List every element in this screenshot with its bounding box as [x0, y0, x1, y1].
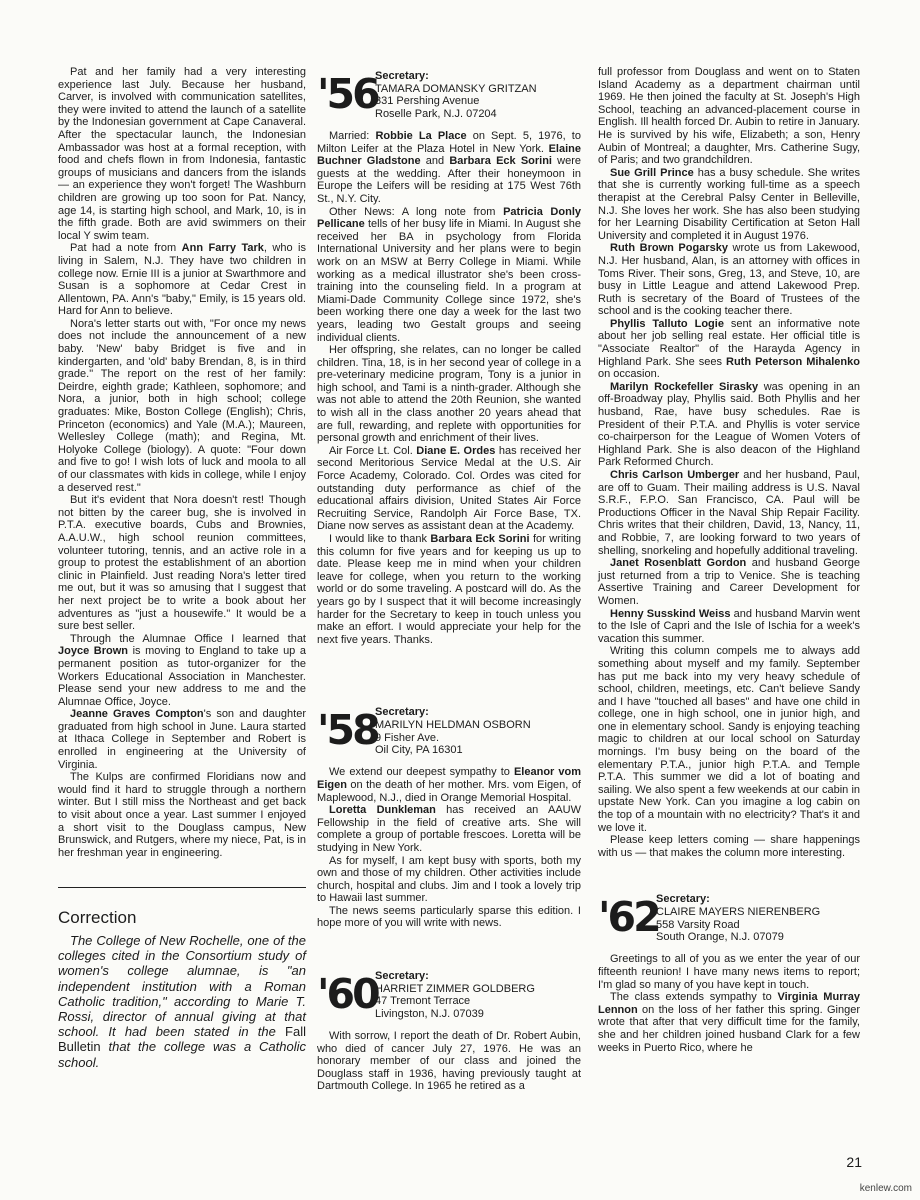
paragraph: Chris Carlson Umberger and her husband, Paul, are off to Guam. Their mailing address is U.S. Naval S.R.F., F.P.O. San Francisco, CA. Paul will be Productions Officer in the Naval Ship Repair Facility. Chris writes that their children, David, 13, Nancy, 11, and Robbie, 7, are looking forward to two years of shelling, snorkeling and hopefully additional traveling.	[598, 469, 860, 557]
secretary-name: MARILYN HELDMAN OSBORN	[375, 718, 531, 731]
paragraph: Her offspring, she relates, can no longer be called children. Tina, 18, is in her second year of college in a pre-veterinary medicine program, Tony is a junior in high school, and Tami is a ninth-grader. Although she was not able to attend the 20th Reunion, she wanted to wish all in the class another 20 years ahead that are full, rewarding, and replete with opportunities for personal growth and enrichment of their lives.	[317, 344, 581, 445]
paragraph: But it's evident that Nora doesn't rest! Though not bitten by the career bug, she is involved in P.T.A. executive boards, Cubs and Brownies, A.A.U.W., high school reunion committees, volunteer tutoring, tennis, and an active role in a group to protest the establishment of an abortion clinic in Plainfield. Just reading Nora's letter tired me out, but it was so amusing that I suggest that her next project be to write a book about her adventures as "just a housewife." It would be a sure best seller.	[58, 494, 306, 633]
column-right	[598, 66, 860, 1054]
paragraph: Greetings to all of you as we enter the year of our fifteenth reunion! I have many news items to report; I'm glad so many of you have kept in touch.	[598, 953, 860, 991]
paragraph: Ruth Brown Pogarsky wrote us from Lakewood, N.J. Her husband, Alan, is an attorney with offices in Toms River. Their sons, Greg, 13, and Steve, 10, are busy in Little League and attend Lakewood Prep. Ruth is secretary of the Board of Trustees of the school and is the cooking teacher there.	[598, 242, 860, 318]
paragraph: Nora's letter starts out with, "For once my news does not include the announcement of a new baby. 'New' baby Bridget is five and in kindergarten, and 'old' baby Brendan, 8, is in third grade." The report on the rest of her family: Deirdre, eighth grade; Kathleen, sophomore; and Nora, a junior, both in high school; college graduates: Mike, Boston College (English); Chris, Princeton (economics) and Yale (M.A.); Maureen, Wellesley College (math); and Regina, Mt. Holyoke College (biology). A quote: "Four down and five to go! I wish lots of luck and moola to all of our classmates with kids in college, while I enjoy a deserved rest."	[58, 317, 306, 494]
secretary-name: HARRIET ZIMMER GOLDBERG	[375, 982, 535, 995]
paragraph: Pat and her family had a very interesting experience last July. Because her husband, Carver, is involved with communication satellites, they were invited to attend the launch of a satellite by the Indonesian government at Cape Canaveral. After the spectacular launch, the Indonesian Ambassador was host at a formal reception, with food and chefs flown in from Indonesia, fantastic groups of musicians and dancers from the islands — an experience they won't forget! The Washburn children are growing up too soon for Pat. Nancy, age 14, is starting high school, and Mark, 10, is in the fifth grade. Both are avid swimmers on their local Y swim team.	[58, 66, 306, 242]
correction-title: Correction	[58, 908, 137, 928]
person-name: Ann Farry Tark	[181, 242, 264, 255]
paragraph: Please keep letters coming — share happenings with us — that makes the column more interesting.	[598, 834, 860, 859]
class-year: '60	[317, 970, 378, 1019]
secretary-name: TAMARA DOMANSKY GRITZAN	[375, 82, 537, 95]
secretary-info: Secretary: CLAIRE MAYERS NIERENBERG 558 Varsity Road South Orange, N.J. 07079	[656, 893, 821, 944]
secretary-info: Secretary: TAMARA DOMANSKY GRITZAN 331 Pershing Avenue Roselle Park, N.J. 07204	[375, 70, 537, 120]
paragraph: The Kulps are confirmed Floridians now and would find it hard to struggle through a northern winter. But I still miss the Northeast and get back to visit about once a year. Last summer I enjoyed a short visit to the Douglass campus, New Brunswick, and Rutgers, where my niece, Pat, is in her freshman year in engineering.	[58, 771, 306, 859]
column-left	[58, 66, 306, 1070]
class-year: '58	[317, 706, 378, 755]
class-header-56	[317, 70, 581, 128]
person-name: Jeanne Graves Compton	[70, 708, 204, 721]
paragraph: Married: Robbie La Place on Sept. 5, 1976, to Milton Leifer at the Plaza Hotel in New York. Elaine Buchner Gladstone and Barbara Eck Sorini were guests at the wedding. After their honeymoon in Europe the Leifers will be residing at 175 West 76th St., N.Y. City.	[317, 130, 582, 205]
secretary-info: Secretary: MARILYN HELDMAN OSBORN 9 Fisher Ave. Oil City, PA 16301	[375, 706, 531, 757]
paragraph: The class extends sympathy to Virginia Murray Lennon on the loss of her father this spring. Ginger wrote that after that very difficult time for the family, she and her children joined husband Clark for a few weeks in Puerto Rico, where he	[598, 991, 860, 1054]
paragraph: Other News: A long note from Patricia Donly Pellicane tells of her busy life in Miami. In August she received her BA in psychology from Florida International University and her plans were to begin work on an MSW at Berry College in Miami. While working as a medical illustrator she's been cross-training into the counseling field. In a program at Miami-Dade Community College since 1972, she's been working there one day a week for the last two years, leading two Gestalt groups and seeing individual clients.	[317, 205, 581, 344]
paragraph: Janet Rosenblatt Gordon and husband George just returned from a trip to Venice. She is teaching Assertive Training and Career Development for Women.	[598, 557, 861, 607]
class-header-62	[598, 893, 860, 951]
paragraph: With sorrow, I report the death of Dr. Robert Aubin, who died of cancer July 27, 1976. He was an honorary member of our class and joined the Douglass staff in 1936, having previously taught at Dartmouth College. In 1965 he retired as a	[317, 1030, 581, 1093]
paragraph: Henny Susskind Weiss and husband Marvin went to the Isle of Capri and the Isle of Ischia for a week's vacation this summer.	[598, 607, 860, 645]
correction-box	[58, 908, 306, 1070]
person-name: Joyce Brown	[58, 645, 129, 658]
column-middle	[317, 66, 581, 1093]
class-header-58	[317, 706, 581, 764]
paragraph: Loretta Dunkleman has received an AAUW Fellowship in the field of creative arts. She will complete a group of portable frescoes. Loretta will be studying in New York.	[317, 804, 581, 854]
page-number: 21	[846, 1154, 862, 1170]
paragraph: Writing this column compels me to always add something about myself and my family. September has put me back into my very heavy schedule of school, children, meetings, etc. Can't believe Sandy and I have "touched all bases" and have one child in college, one in high school, one in junior high, and one in elementary school. Sandy is enjoying teaching magic to children at our local school on Saturday mornings. I'm busy being on the board of the elementary P.T.A., junior high P.T.A. and Temple P.T.A. This summer we did a lot of boating and sailing. We also spent a few weekends at our cabin in upstate New York. Can you imagine a log cabin on the top of a mountain with no electricity? That's it and we love it.	[598, 645, 860, 834]
paragraph: full professor from Douglass and went on to Staten Island Academy as a department chairman until 1969. He then joined the faculty at St. Joseph's High School, teaching an advanced-placement course in English. Ill health forced Dr. Aubin to retire in January. He is survived by his wife, Elizabeth; a son, Henry Aubin of Montreal; a daughter, Mrs. Catherine Sugy, of Paris; and two grandchildren.	[598, 66, 860, 167]
class-year: '62	[598, 893, 659, 942]
secretary-info: Secretary: HARRIET ZIMMER GOLDBERG 47 Tremont Terrace Livingston, N.J. 07039	[375, 970, 535, 1020]
paragraph: Sue Grill Prince has a busy schedule. She writes that she is currently working full-time as a speech therapist at the Cerebral Palsy Center in Belleville, N.J. She loves her work. She has also been studying for her Learning Disability Certification at Seton Hall University and completed it in August 1976.	[598, 166, 861, 242]
class-header-60	[317, 970, 581, 1028]
paragraph: Through the Alumnae Office I learned that Joyce Brown is moving to England to take up a permanent position as tutor-organizer for the Workers Educational Association in Manchester. Please send your new address to me and the Alumnae Office, Joyce.	[58, 632, 307, 708]
watermark: kenlew.com	[859, 1183, 912, 1194]
paragraph: Jeanne Graves Compton's son and daughter graduated from high school in June. Laura started at Ithaca College in September and Robert is enrolled in engineering at the University of Virginia.	[58, 708, 306, 771]
paragraph: I would like to thank Barbara Eck Sorini for writing this column for five years and for keeping us up to date. Please keep me in mind when your children leave for college, when you return to the working world or do some traveling. A postcard will do. As the years go by I suspect that it will become increasingly harder for the Secretary to keep in touch unless you make an effort. I would appreciate your help for the next five years. Thanks.	[317, 533, 581, 646]
correction-text: The College of New Rochelle, one of the colleges cited in the Consortium study of women's college alumnae, is "an independent institution with a Roman Catholic tradition," according to Marie T. Rossi, director of annual giving at that school. It had been stated in the Fall Bulletin that the college was a Catholic school.	[58, 933, 306, 1070]
paragraph: Marilyn Rockefeller Sirasky was opening in an off-Broadway play, Phyllis said. Both Phyllis and her husband, Rae, have busy schedules. Rae is President of their P.T.A. and Phyllis is voter service co-chairperson for the League of Women Voters of Highland Park. She is also deacon of the Highland Park Reformed Church.	[598, 380, 860, 469]
paragraph: Air Force Lt. Col. Diane E. Ordes has received her second Meritorious Service Medal at the U.S. Air Force Academy, Colorado. Col. Ordes was cited for outstanding duty performance as chief of the educational affairs division, United States Air Force Recruiting Service, Randolph Air Force Base, TX. Diane now serves as assistant dean at the Academy.	[317, 444, 581, 533]
class-year: '56	[317, 70, 378, 118]
paragraph: The news seems particularly sparse this edition. I hope more of you will write with news.	[317, 904, 581, 930]
section-divider	[58, 887, 306, 888]
paragraph: Phyllis Talluto Logie sent an informative note about her job selling real estate. Her official title is "Associate Realtor" of the Harayda Agency in Highland Park. She sees Ruth Peterson Mihalenko on occasion.	[598, 317, 860, 381]
paragraph: Pat had a note from Ann Farry Tark, who is living in Salem, N.J. They have two children in college now. Ernie III is a junior at Swarthmore and Susan is a sophomore at Cedar Crest in Allentown, PA. Ann's "baby," Emily, is 15 years old. Hard for Ann to believe.	[58, 242, 306, 318]
paragraph: We extend our deepest sympathy to Eleanor vom Eigen on the death of her mother. Mrs. vom Eigen, of Maplewood, N.J., died in Orange Memorial Hospital.	[317, 766, 581, 804]
secretary-name: CLAIRE MAYERS NIERENBERG	[656, 906, 821, 918]
paragraph: As for myself, I am kept busy with sports, both my own and those of my children. Other activities include church, hospital and clubs. Jim and I took a lovely trip to Hawaii last summer.	[317, 854, 581, 905]
